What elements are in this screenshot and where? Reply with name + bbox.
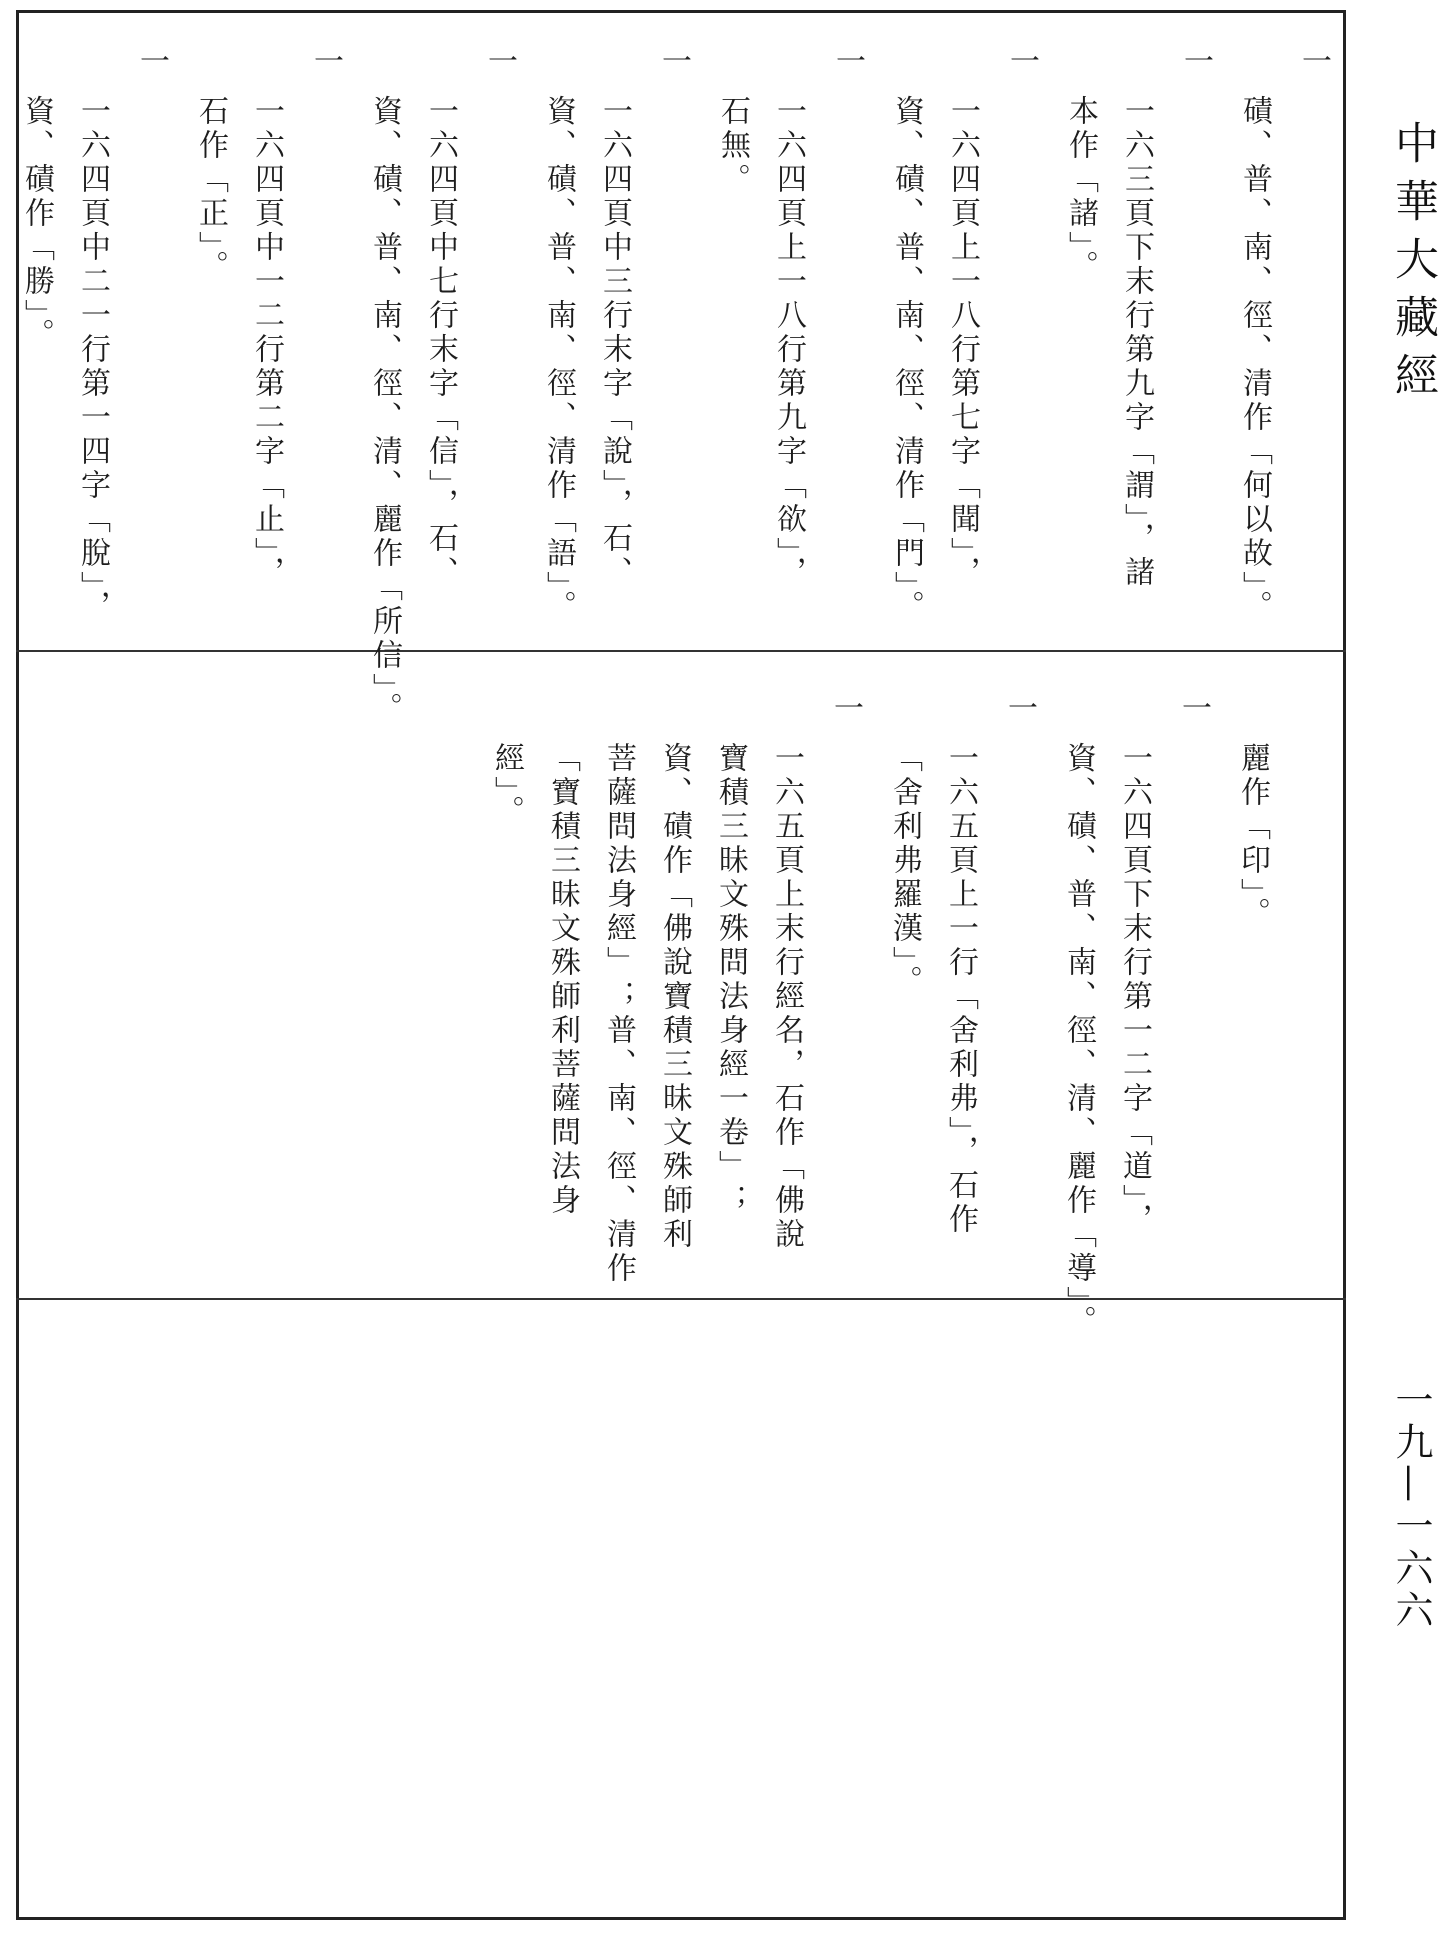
note-line: 經」。 (489, 742, 524, 829)
note-line: 一六三頁下末行第九字「謂」，諸 (1119, 95, 1154, 590)
entry-marker: 一 (1296, 45, 1331, 75)
note-entry (343, 45, 517, 726)
note-line: 一六四頁中二一行第一四字「脫」， (75, 95, 110, 624)
entry-marker: 一 (308, 45, 343, 75)
note-line: 一六四頁上一八行第九字「欲」， (771, 95, 806, 590)
note-line: 資、磧、普、南、徑、清、麗作「所信」。 (367, 95, 402, 726)
note-line: 資、磧、普、南、徑、清作「門」。 (889, 95, 924, 624)
entry-marker: 一 (1176, 692, 1211, 722)
section-divider-bottom (16, 1298, 1346, 1300)
note-line: 資、磧、普、南、徑、清作「語」。 (541, 95, 576, 624)
entry-marker: 一 (1004, 45, 1039, 75)
entry-marker: 一 (656, 45, 691, 75)
entry-marker: 一 (134, 45, 169, 75)
note-entry (691, 45, 865, 645)
note-line: 資、磧作「佛說寶積三昧文殊師利 (657, 742, 692, 1252)
entry-marker: 一 (482, 45, 517, 75)
note-line: 石無。 (715, 95, 750, 197)
note-line: 一六四頁中一二行第二字「止」， (249, 95, 284, 590)
page-title: 中華大藏經 (1387, 120, 1438, 410)
note-line: 「舍利弗羅漢」。 (887, 742, 922, 999)
note-line: 菩薩問法身經」；普、南、徑、清作 (601, 742, 636, 1286)
note-line: 資、磧、普、南、徑、清、麗作「導」。 (1061, 742, 1096, 1339)
entry-marker: 一 (1178, 45, 1213, 75)
note-line: 資、磧作「勝」。 (19, 95, 54, 352)
note-line: 一六四頁中七行末字「信」，石、 (423, 95, 458, 590)
note-entry (863, 692, 1037, 1292)
note-line: 磧、普、南、徑、清作「何以故」。 (1237, 95, 1272, 624)
note-entry (1213, 45, 1331, 645)
note-entry (465, 692, 863, 1292)
entry-marker: 一 (828, 692, 863, 722)
note-entry (1211, 692, 1327, 1292)
note-line: 一六四頁下末行第一二字「道」， (1117, 742, 1152, 1237)
note-line: 本作「諸」。 (1063, 95, 1098, 284)
note-line: 寶積三昧文殊問法身經一卷」； (713, 742, 748, 1218)
note-entry (865, 45, 1039, 645)
note-line: 一六四頁上一八行第七字「聞」， (945, 95, 980, 590)
note-line: 「寶積三昧文殊師利菩薩問法身 (545, 742, 580, 1218)
section-divider-top (16, 650, 1346, 652)
note-entry (517, 45, 691, 645)
note-entry (0, 45, 169, 645)
page-number: 一九—一六六 (1389, 1380, 1433, 1632)
entry-marker: 一 (830, 45, 865, 75)
notes-block-top (19, 45, 1331, 726)
note-entry (169, 45, 343, 645)
note-line: 石作「正」。 (193, 95, 228, 284)
entry-marker: 一 (1002, 692, 1037, 722)
note-line: 麗作「印」。 (1235, 742, 1270, 931)
note-line: 一六五頁上末行經名，石作「佛說 (769, 742, 804, 1252)
note-line: 一六四頁中三行末字「說」，石、 (597, 95, 632, 590)
notes-block-middle (57, 692, 1327, 1339)
note-line: 一六五頁上一行「舍利弗」，石作 (943, 742, 978, 1237)
note-entry (1037, 692, 1211, 1339)
note-entry (1039, 45, 1213, 645)
